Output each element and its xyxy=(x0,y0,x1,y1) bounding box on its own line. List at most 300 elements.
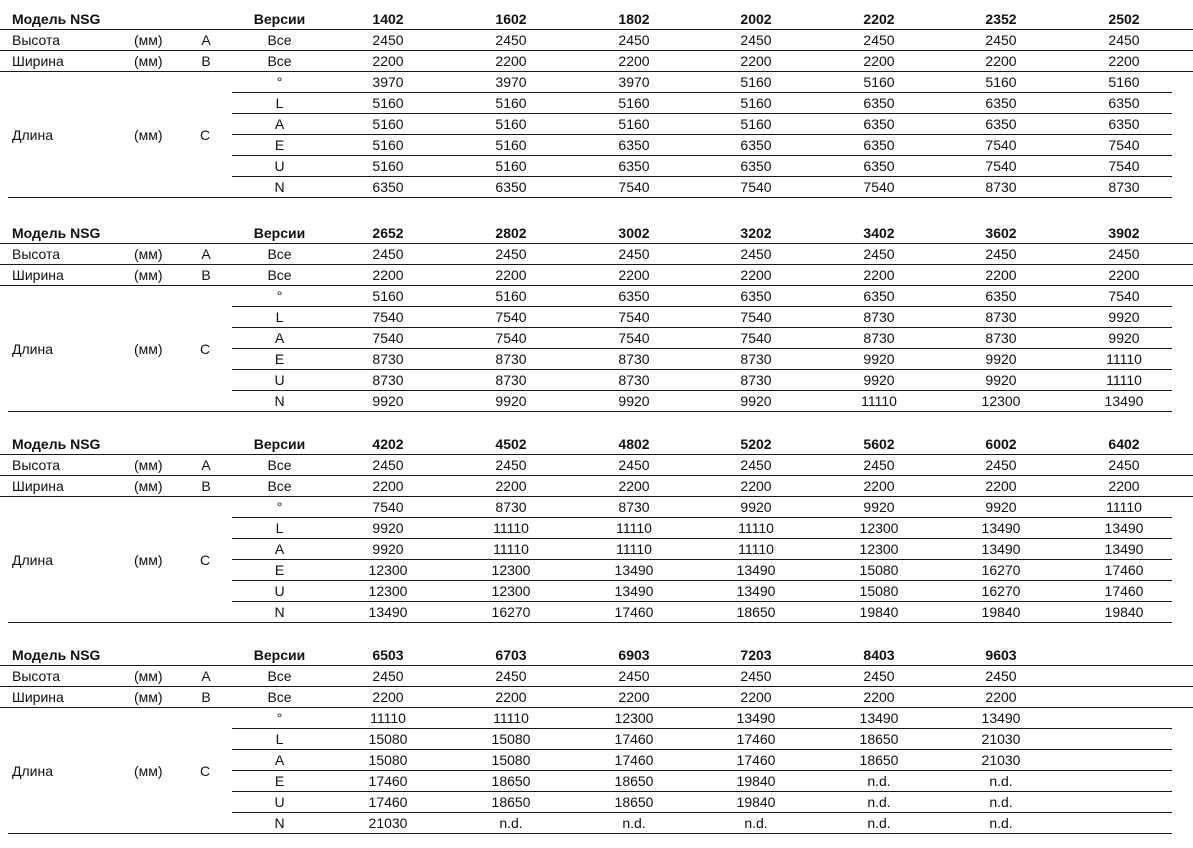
width-value: 2200 xyxy=(740,267,772,283)
width-value: 2200 xyxy=(618,478,650,494)
version-code: N xyxy=(274,179,285,195)
length-value: 11110 xyxy=(1106,351,1142,367)
length-value: 11110 xyxy=(861,393,897,409)
length-value: 15080 xyxy=(859,583,899,599)
length-value: 6350 xyxy=(1108,116,1140,132)
length-value: 17460 xyxy=(614,604,654,620)
table-bottom-rule xyxy=(8,197,1172,198)
length-value: 13490 xyxy=(981,541,1021,557)
model-number: 3602 xyxy=(985,225,1017,241)
length-value: 9920 xyxy=(495,393,527,409)
height-value: 2450 xyxy=(1108,246,1140,262)
model-number: 6503 xyxy=(372,647,404,663)
length-value: 17460 xyxy=(614,731,654,747)
model-number: 9603 xyxy=(985,647,1017,663)
length-value: 13490 xyxy=(1104,393,1144,409)
width-value: 2200 xyxy=(618,53,650,69)
model-number: 8403 xyxy=(863,647,895,663)
version-code: L xyxy=(275,309,284,325)
width-value: 2200 xyxy=(372,267,404,283)
width-value: 2200 xyxy=(1108,267,1140,283)
model-number: 2002 xyxy=(740,11,772,27)
version-all: Все xyxy=(267,668,292,684)
length-value: 16270 xyxy=(981,562,1021,578)
version-code: L xyxy=(275,520,284,536)
height-label: Высота xyxy=(12,32,61,48)
unit-label: (мм) xyxy=(134,478,163,494)
version-code: U xyxy=(274,794,285,810)
length-value: 15080 xyxy=(491,731,531,747)
length-value: n.d. xyxy=(867,773,891,789)
length-value: 18650 xyxy=(736,604,776,620)
length-value: 7540 xyxy=(495,330,527,346)
length-value: 12300 xyxy=(368,583,408,599)
versions-label: Версии xyxy=(253,436,306,452)
length-value: 5160 xyxy=(372,158,404,174)
length-value: 9920 xyxy=(985,351,1017,367)
length-value: 15080 xyxy=(368,731,408,747)
height-value: 2450 xyxy=(1108,457,1140,473)
version-code: ° xyxy=(276,499,283,515)
length-value: n.d. xyxy=(499,815,523,831)
length-value: 12300 xyxy=(368,562,408,578)
dimension-letter: C xyxy=(200,126,211,143)
length-row xyxy=(0,518,1193,539)
length-value: 6350 xyxy=(863,158,895,174)
length-value: 6350 xyxy=(863,137,895,153)
width-value: 2200 xyxy=(495,478,527,494)
length-value: 15080 xyxy=(368,752,408,768)
model-label: Модель NSG xyxy=(12,647,101,663)
dimension-letter: B xyxy=(201,267,211,283)
length-value: n.d. xyxy=(622,815,646,831)
length-value: 16270 xyxy=(981,583,1021,599)
length-label: Длина xyxy=(12,126,53,143)
length-row xyxy=(0,307,1193,328)
model-label: Модель NSG xyxy=(12,436,101,452)
model-number: 2202 xyxy=(863,11,895,27)
length-value: 17460 xyxy=(736,731,776,747)
table-bottom-rule xyxy=(8,622,1172,623)
length-value: 9920 xyxy=(740,393,772,409)
model-number: 3902 xyxy=(1108,225,1140,241)
length-value: 7540 xyxy=(740,330,772,346)
unit-label: (мм) xyxy=(134,246,163,262)
length-value: 5160 xyxy=(495,158,527,174)
height-value: 2450 xyxy=(495,32,527,48)
header-row xyxy=(0,9,1193,30)
version-code: ° xyxy=(276,288,283,304)
width-value: 2200 xyxy=(740,689,772,705)
length-value: 3970 xyxy=(495,74,527,90)
length-value: 11110 xyxy=(616,541,652,557)
length-value: 7540 xyxy=(495,309,527,325)
versions-label: Версии xyxy=(253,11,306,27)
length-value: 5160 xyxy=(618,95,650,111)
length-row xyxy=(0,708,1193,729)
dimension-letter: A xyxy=(201,457,211,473)
length-value: 12300 xyxy=(614,710,654,726)
version-code: E xyxy=(274,562,285,578)
length-value: 19840 xyxy=(981,604,1021,620)
dimension-letter: A xyxy=(201,32,211,48)
height-value: 2450 xyxy=(372,32,404,48)
height-value: 2450 xyxy=(372,668,404,684)
height-label: Высота xyxy=(12,246,61,262)
length-value: 11110 xyxy=(1106,499,1142,515)
height-label: Высота xyxy=(12,457,61,473)
length-value: 13490 xyxy=(1104,520,1144,536)
dimension-letter: B xyxy=(201,53,211,69)
unit-label: (мм) xyxy=(134,126,163,143)
height-value: 2450 xyxy=(372,457,404,473)
version-code: A xyxy=(274,541,285,557)
length-value: 6350 xyxy=(985,288,1017,304)
length-value: n.d. xyxy=(867,794,891,810)
version-code: ° xyxy=(276,74,283,90)
model-number: 6903 xyxy=(618,647,650,663)
width-value: 2200 xyxy=(985,689,1017,705)
length-value: 5160 xyxy=(1108,74,1140,90)
length-value: 9920 xyxy=(1108,309,1140,325)
width-value: 2200 xyxy=(985,478,1017,494)
unit-label: (мм) xyxy=(134,689,163,705)
length-value: 7540 xyxy=(1108,158,1140,174)
length-value: 7540 xyxy=(618,179,650,195)
versions-label: Версии xyxy=(253,225,306,241)
length-value: 13490 xyxy=(614,562,654,578)
model-number: 2502 xyxy=(1108,11,1140,27)
version-code: U xyxy=(274,372,285,388)
length-value: 7540 xyxy=(1108,137,1140,153)
length-value: 11110 xyxy=(738,520,774,536)
length-value: 21030 xyxy=(981,731,1021,747)
length-value: 5160 xyxy=(495,116,527,132)
height-row xyxy=(0,666,1193,687)
length-value: 13490 xyxy=(736,710,776,726)
length-value: 11110 xyxy=(738,541,774,557)
length-value: 6350 xyxy=(740,137,772,153)
length-value: 9920 xyxy=(740,499,772,515)
version-code: E xyxy=(274,137,285,153)
width-value: 2200 xyxy=(863,478,895,494)
width-value: 2200 xyxy=(863,53,895,69)
length-value: 18650 xyxy=(491,794,531,810)
version-code: U xyxy=(274,158,285,174)
length-row xyxy=(0,135,1193,156)
version-code: N xyxy=(274,815,285,831)
table-bottom-rule xyxy=(8,411,1172,412)
version-code: U xyxy=(274,583,285,599)
unit-label: (мм) xyxy=(134,32,163,48)
unit-label: (мм) xyxy=(134,267,163,283)
height-value: 2450 xyxy=(985,246,1017,262)
length-value: 6350 xyxy=(495,179,527,195)
length-value: 7540 xyxy=(985,137,1017,153)
length-value: 8730 xyxy=(618,499,650,515)
length-value: n.d. xyxy=(989,794,1013,810)
length-value: 17460 xyxy=(1104,562,1144,578)
version-code: E xyxy=(274,773,285,789)
length-value: 8730 xyxy=(618,351,650,367)
length-value: 13490 xyxy=(368,604,408,620)
length-row xyxy=(0,560,1193,581)
height-value: 2450 xyxy=(985,457,1017,473)
length-label: Длина xyxy=(12,340,53,357)
height-value: 2450 xyxy=(863,246,895,262)
length-value: 21030 xyxy=(981,752,1021,768)
length-value: 17460 xyxy=(368,773,408,789)
length-value: 8730 xyxy=(495,499,527,515)
length-row xyxy=(0,391,1193,412)
dimension-letter: C xyxy=(200,340,211,357)
width-row xyxy=(0,687,1193,708)
model-number: 3002 xyxy=(618,225,650,241)
unit-label: (мм) xyxy=(134,53,163,69)
length-value: 8730 xyxy=(985,309,1017,325)
model-number: 5202 xyxy=(740,436,772,452)
width-value: 2200 xyxy=(740,53,772,69)
height-value: 2450 xyxy=(740,457,772,473)
height-value: 2450 xyxy=(618,668,650,684)
width-value: 2200 xyxy=(495,267,527,283)
version-code: ° xyxy=(276,710,283,726)
model-number: 6703 xyxy=(495,647,527,663)
length-value: 18650 xyxy=(491,773,531,789)
length-value: n.d. xyxy=(989,815,1013,831)
version-code: A xyxy=(274,752,285,768)
length-value: 12300 xyxy=(859,520,899,536)
length-value: 7540 xyxy=(372,499,404,515)
length-value: 5160 xyxy=(495,288,527,304)
length-value: 9920 xyxy=(372,393,404,409)
length-row xyxy=(0,328,1193,349)
length-value: 6350 xyxy=(863,288,895,304)
height-value: 2450 xyxy=(372,246,404,262)
height-value: 2450 xyxy=(495,457,527,473)
length-value: 7540 xyxy=(985,158,1017,174)
length-value: 9920 xyxy=(863,351,895,367)
model-label: Модель NSG xyxy=(12,225,101,241)
dimension-letter: C xyxy=(200,762,211,779)
table-bottom-rule xyxy=(8,833,1172,834)
length-value: 8730 xyxy=(863,330,895,346)
width-value: 2200 xyxy=(372,478,404,494)
length-value: 11110 xyxy=(1106,372,1142,388)
version-all: Все xyxy=(267,457,292,473)
width-row xyxy=(0,476,1193,497)
versions-label: Версии xyxy=(253,647,306,663)
height-value: 2450 xyxy=(863,668,895,684)
unit-label: (мм) xyxy=(134,762,163,779)
width-value: 2200 xyxy=(495,689,527,705)
model-number: 3402 xyxy=(863,225,895,241)
length-row xyxy=(0,156,1193,177)
length-value: 7540 xyxy=(1108,288,1140,304)
length-value: 5160 xyxy=(372,288,404,304)
length-value: 13490 xyxy=(736,583,776,599)
model-number: 1802 xyxy=(618,11,650,27)
version-code: E xyxy=(274,351,285,367)
height-row xyxy=(0,244,1193,265)
header-row xyxy=(0,434,1193,455)
length-value: 5160 xyxy=(618,116,650,132)
length-value: 18650 xyxy=(859,752,899,768)
length-value: 8730 xyxy=(372,351,404,367)
height-value: 2450 xyxy=(618,32,650,48)
width-value: 2200 xyxy=(1108,53,1140,69)
length-value: 12300 xyxy=(859,541,899,557)
length-value: 18650 xyxy=(859,731,899,747)
length-value: 8730 xyxy=(985,179,1017,195)
length-value: 6350 xyxy=(740,158,772,174)
width-value: 2200 xyxy=(985,53,1017,69)
length-value: 9920 xyxy=(863,499,895,515)
version-all: Все xyxy=(267,246,292,262)
length-value: 17460 xyxy=(1104,583,1144,599)
length-value: 9920 xyxy=(863,372,895,388)
unit-label: (мм) xyxy=(134,551,163,568)
length-row xyxy=(0,581,1193,602)
length-label: Длина xyxy=(12,551,53,568)
model-number: 4802 xyxy=(618,436,650,452)
height-value: 2450 xyxy=(985,668,1017,684)
length-value: 16270 xyxy=(491,604,531,620)
length-value: 17460 xyxy=(736,752,776,768)
length-value: 5160 xyxy=(985,74,1017,90)
version-all: Все xyxy=(267,478,292,494)
length-value: 13490 xyxy=(614,583,654,599)
length-value: 5160 xyxy=(495,137,527,153)
length-row xyxy=(0,539,1193,560)
version-code: L xyxy=(275,95,284,111)
length-value: n.d. xyxy=(744,815,768,831)
unit-label: (мм) xyxy=(134,668,163,684)
width-value: 2200 xyxy=(495,53,527,69)
length-value: 8730 xyxy=(618,372,650,388)
length-value: 18650 xyxy=(614,773,654,789)
dimension-letter: B xyxy=(201,689,211,705)
width-value: 2200 xyxy=(372,689,404,705)
length-value: 6350 xyxy=(863,116,895,132)
height-value: 2450 xyxy=(863,457,895,473)
length-value: 6350 xyxy=(1108,95,1140,111)
version-code: A xyxy=(274,116,285,132)
length-value: 6350 xyxy=(740,288,772,304)
length-value: 7540 xyxy=(863,179,895,195)
length-value: n.d. xyxy=(867,815,891,831)
length-value: 17460 xyxy=(368,794,408,810)
length-value: 13490 xyxy=(981,520,1021,536)
length-value: 11110 xyxy=(493,541,529,557)
length-value: 5160 xyxy=(863,74,895,90)
dimension-letter: B xyxy=(201,478,211,494)
width-value: 2200 xyxy=(740,478,772,494)
height-value: 2450 xyxy=(495,668,527,684)
version-code: A xyxy=(274,330,285,346)
width-value: 2200 xyxy=(618,689,650,705)
length-value: 7540 xyxy=(618,330,650,346)
length-value: 5160 xyxy=(740,74,772,90)
length-value: 12300 xyxy=(491,562,531,578)
length-value: 6350 xyxy=(618,158,650,174)
length-value: 13490 xyxy=(736,562,776,578)
dimension-letter: A xyxy=(201,668,211,684)
length-row xyxy=(0,771,1193,792)
height-value: 2450 xyxy=(1108,32,1140,48)
length-row xyxy=(0,813,1193,834)
length-value: 15080 xyxy=(859,562,899,578)
length-value: 8730 xyxy=(372,372,404,388)
length-value: 7540 xyxy=(372,330,404,346)
height-value: 2450 xyxy=(863,32,895,48)
length-value: 9920 xyxy=(372,520,404,536)
width-value: 2200 xyxy=(863,267,895,283)
width-label: Ширина xyxy=(12,53,64,69)
model-number: 1402 xyxy=(372,11,404,27)
length-value: 21030 xyxy=(368,815,408,831)
spec-table-4 xyxy=(0,645,1193,834)
length-value: 5160 xyxy=(740,116,772,132)
model-number: 2352 xyxy=(985,11,1017,27)
width-value: 2200 xyxy=(863,689,895,705)
height-value: 2450 xyxy=(985,32,1017,48)
length-value: 13490 xyxy=(1104,541,1144,557)
length-value: 8730 xyxy=(740,372,772,388)
width-value: 2200 xyxy=(372,53,404,69)
length-value: 11110 xyxy=(493,520,529,536)
length-row xyxy=(0,497,1193,518)
length-value: 7540 xyxy=(618,309,650,325)
model-number: 4202 xyxy=(372,436,404,452)
length-value: 6350 xyxy=(863,95,895,111)
length-value: 6350 xyxy=(618,288,650,304)
length-value: 19840 xyxy=(736,773,776,789)
length-value: 12300 xyxy=(981,393,1021,409)
model-number: 5602 xyxy=(863,436,895,452)
length-value: 8730 xyxy=(863,309,895,325)
length-value: 5160 xyxy=(372,116,404,132)
length-value: 9920 xyxy=(985,499,1017,515)
length-row xyxy=(0,349,1193,370)
header-row xyxy=(0,645,1193,666)
length-value: 18650 xyxy=(614,794,654,810)
length-value: 6350 xyxy=(372,179,404,195)
length-row xyxy=(0,370,1193,391)
width-label: Ширина xyxy=(12,478,64,494)
length-value: 5160 xyxy=(372,137,404,153)
height-value: 2450 xyxy=(618,246,650,262)
model-number: 2652 xyxy=(372,225,404,241)
version-code: N xyxy=(274,393,285,409)
spec-table-2 xyxy=(0,223,1193,412)
length-value: 9920 xyxy=(985,372,1017,388)
length-value: 13490 xyxy=(981,710,1021,726)
length-value: 7540 xyxy=(740,309,772,325)
length-value: 5160 xyxy=(372,95,404,111)
length-value: 3970 xyxy=(618,74,650,90)
length-value: 5160 xyxy=(495,95,527,111)
version-all: Все xyxy=(267,689,292,705)
height-row xyxy=(0,30,1193,51)
length-value: 7540 xyxy=(740,179,772,195)
length-value: 17460 xyxy=(614,752,654,768)
length-value: 5160 xyxy=(740,95,772,111)
width-value: 2200 xyxy=(1108,478,1140,494)
model-label: Модель NSG xyxy=(12,11,101,27)
length-value: 6350 xyxy=(618,137,650,153)
length-value: 19840 xyxy=(736,794,776,810)
